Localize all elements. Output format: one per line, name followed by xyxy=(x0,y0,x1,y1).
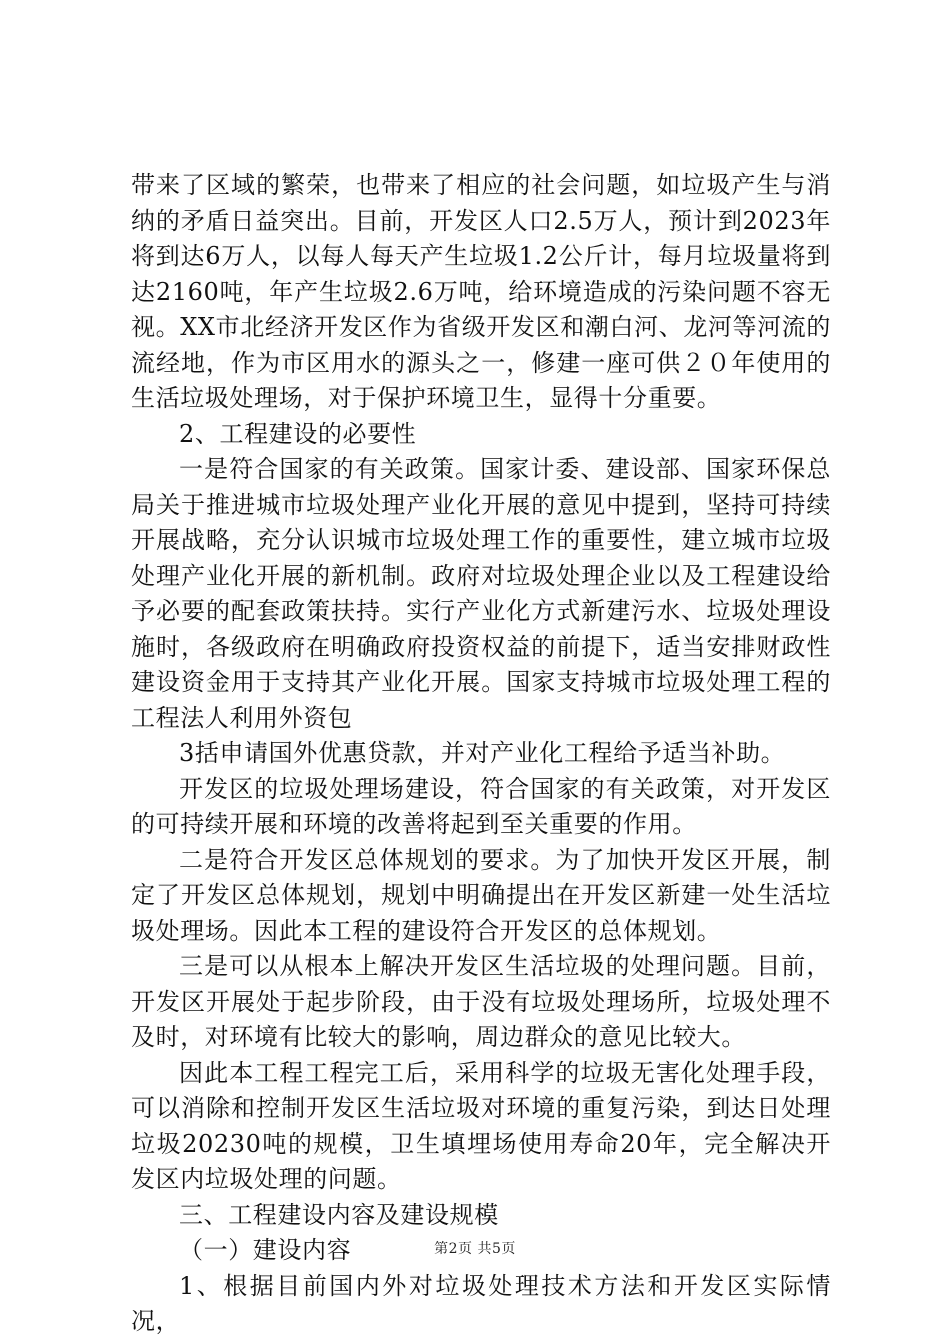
section-heading-necessity: 2、工程建设的必要性 xyxy=(179,419,417,448)
page-footer: 第2页 共5页 xyxy=(434,1241,516,1257)
paragraph-item-1: 1、根据目前国内外对垃圾处理技术方法和开发区实际情况， xyxy=(131,1271,831,1335)
section-heading-scope: 三、工程建设内容及建设规模 xyxy=(179,1200,499,1229)
document-body xyxy=(131,168,831,1340)
paragraph-master-plan: 二是符合开发区总体规划的要求。为了加快开发区开展，制定了开发区总体规划，规划中明确提出在开发区新建一处生活垃圾处理场。因此本工程的建设符合开发区的总体规划。 xyxy=(131,845,831,945)
paragraph-intro: 带来了区域的繁荣，也带来了相应的社会问题，如垃圾产生与消纳的矛盾日益突出。目前，开发区人口2.5万人，预计到2023年将到达6万人，以每人每天产生垃圾1.2公斤计，每月垃圾量将到达2160吨，年产生垃圾2.6万吨，给环境造成的污染问题不容无视。XX市北经济开发区作为省级开发区和潮白河、龙河等河流的流经地，作为市区用水的源头之一，修建一座可供２０年使用的生活垃圾处理场，对于保护环境卫生，显得十分重要。 xyxy=(131,171,831,412)
paragraph-policy: 一是符合国家的有关政策。国家计委、建设部、国家环保总局关于推进城市垃圾处理产业化开展的意见中提到，坚持可持续开展战略，充分认识城市垃圾处理工作的重要性，建立城市垃圾处理产业化开展的新机制。政府对垃圾处理企业以及工程建设给予必要的配套政策扶持。实行产业化方式新建污水、垃圾处理设施时，各级政府在明确政府投资权益的前提下，适当安排财政性建设资金用于支持其产业化开展。国家支持城市垃圾处理工程的工程法人利用外资包 xyxy=(131,455,831,732)
paragraph-policy-continued: 3括申请国外优惠贷款，并对产业化工程给予适当补助。 xyxy=(179,739,786,767)
paragraph-fundamental-solution: 三是可以从根本上解决开发区生活垃圾的处理问题。目前，开发区开展处于起步阶段，由于没有垃圾处理场所，垃圾处理不及时，对环境有比较大的影响，周边群众的意见比较大。 xyxy=(131,952,831,1051)
paragraph-importance: 开发区的垃圾处理场建设，符合国家的有关政策，对开发区的可持续开展和环境的改善将起到至关重要的作用。 xyxy=(131,774,831,838)
paragraph-outcome: 因此本工程工程完工后，采用科学的垃圾无害化处理手段，可以消除和控制开发区生活垃圾对环境的重复污染，到达日处理垃圾20230吨的规模，卫生填埋场使用寿命20年，完全解决开发区内垃圾处理的问题。 xyxy=(131,1058,831,1193)
subsection-heading-content: （一）建设内容 xyxy=(179,1236,352,1264)
